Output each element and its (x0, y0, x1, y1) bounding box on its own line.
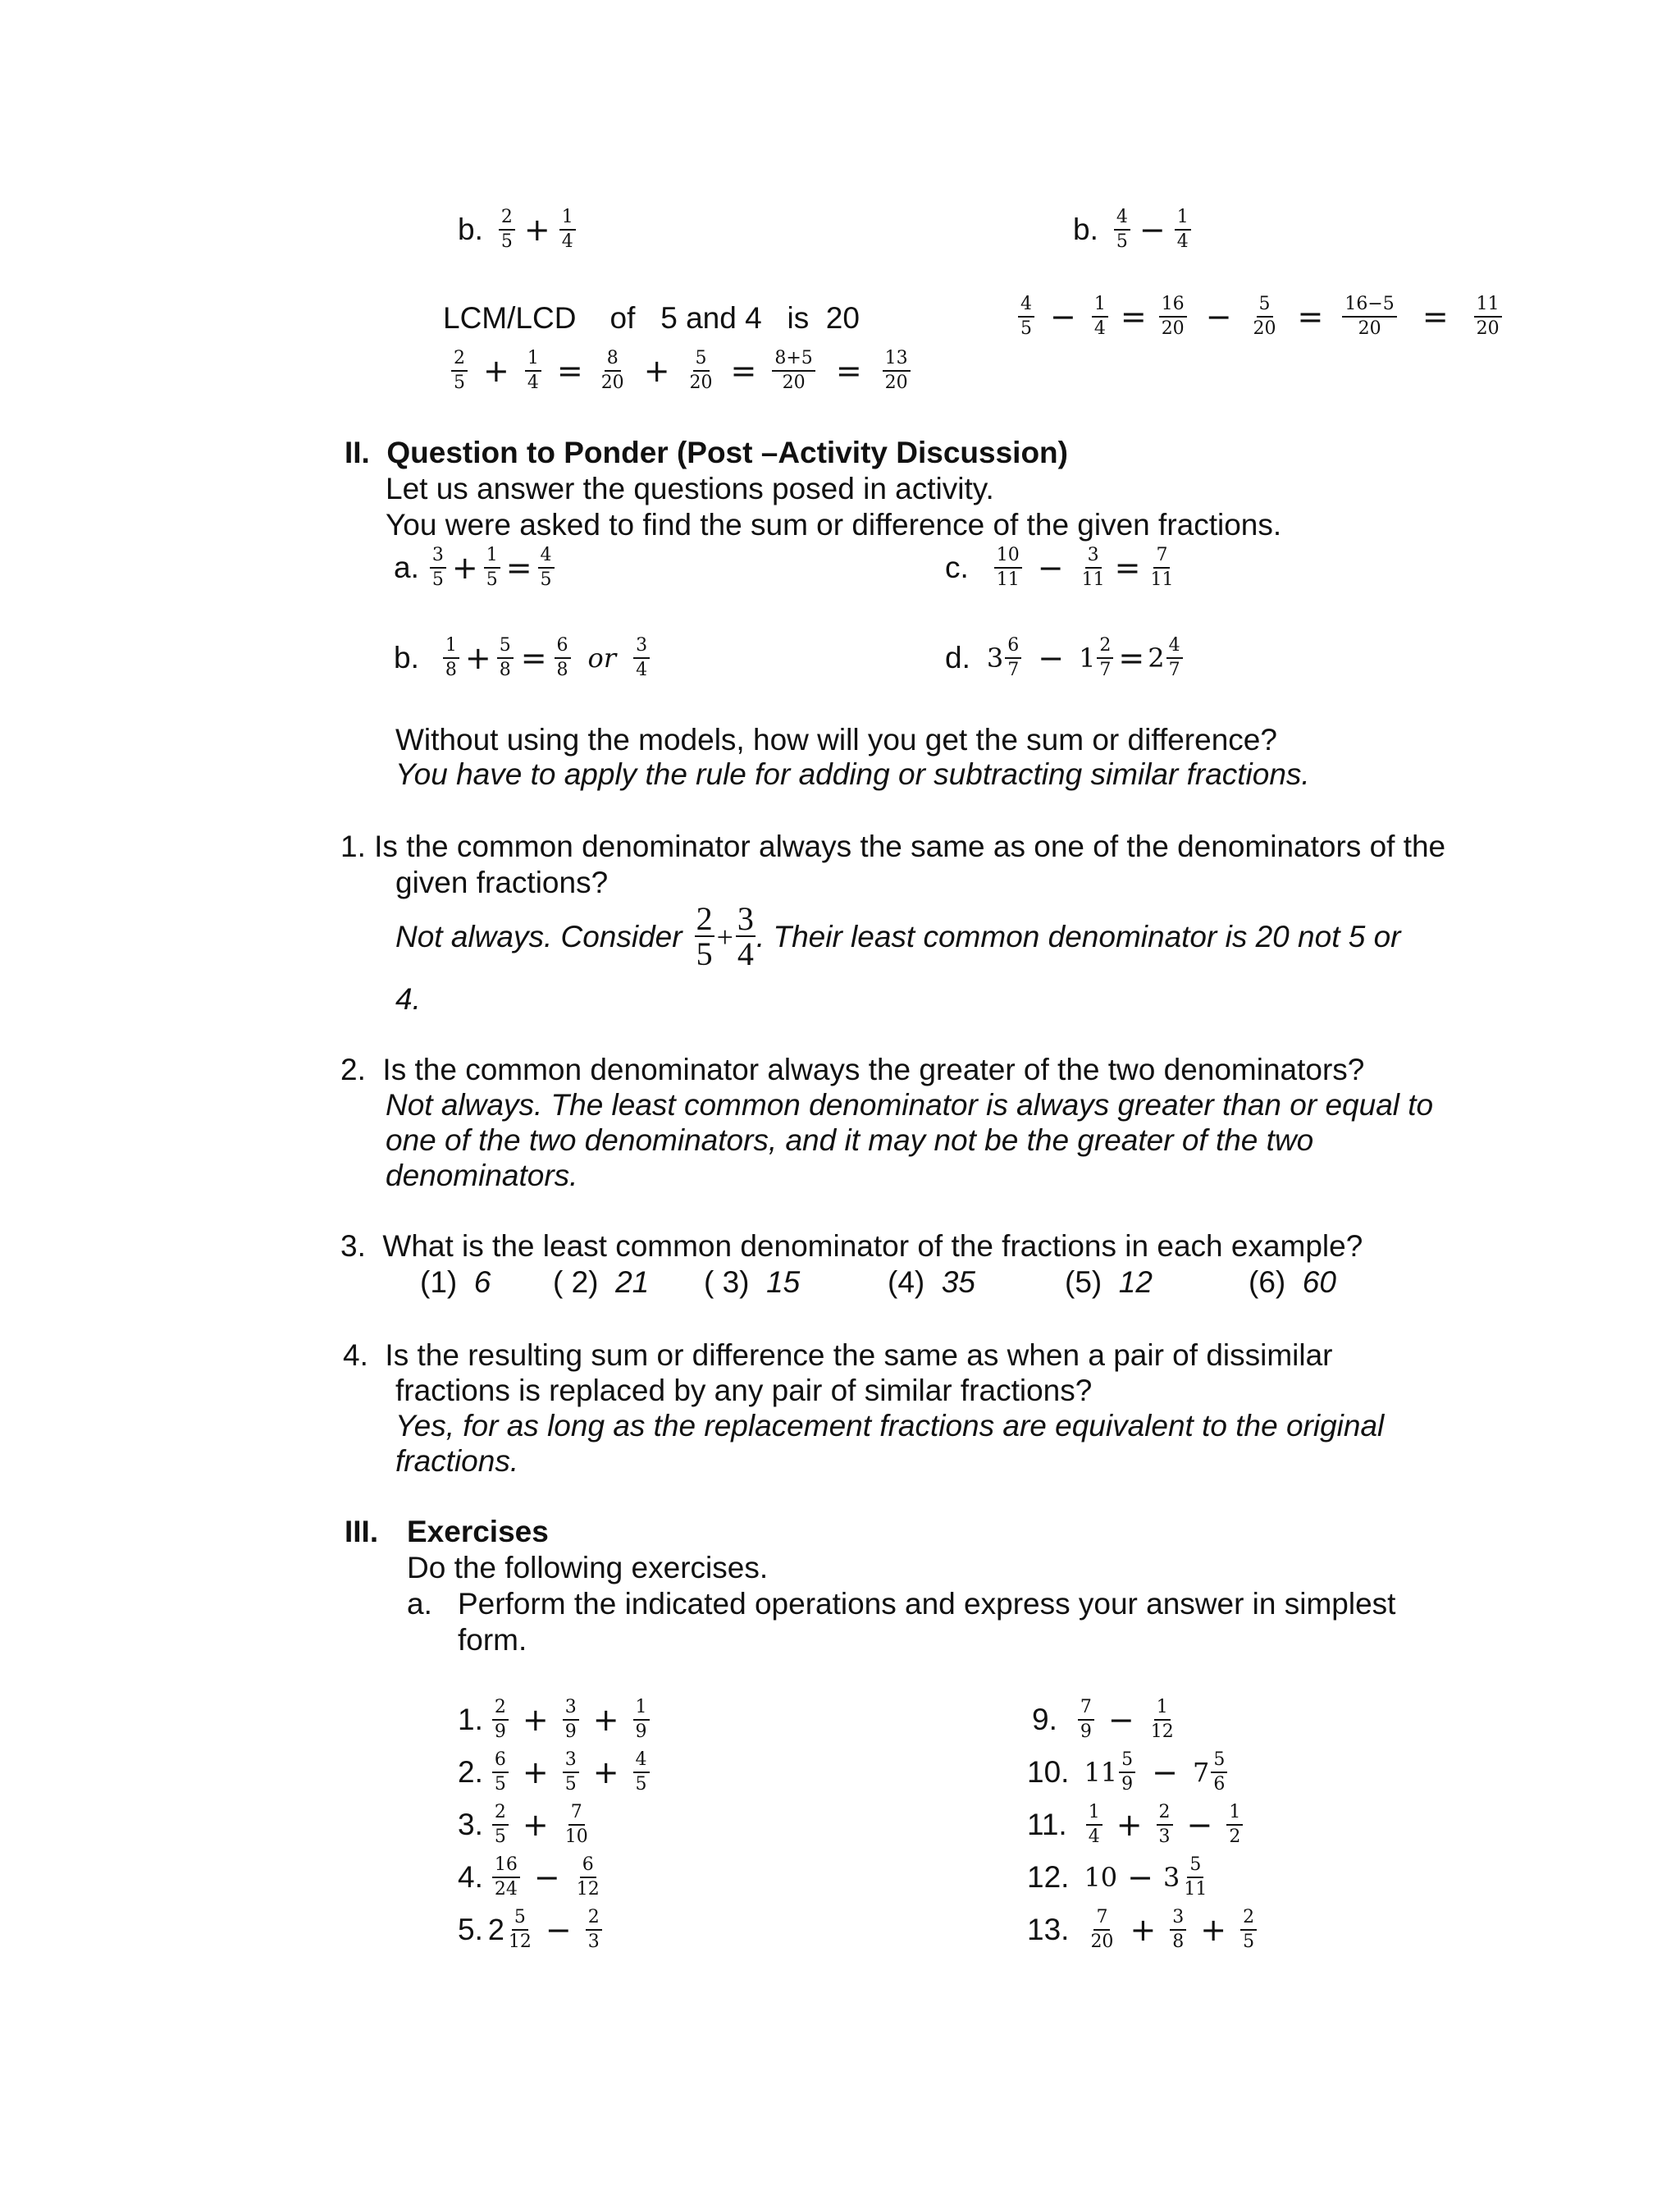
example-label: a. (394, 551, 419, 584)
question-3: 3. What is the least common denominator of the fractions in each example? (340, 1229, 1363, 1263)
lcd-answer-2: ( 2) 21 (553, 1265, 650, 1299)
fraction: $\frac{2}{5}$ (1240, 1907, 1257, 1953)
exercise-3: 3. $\frac{2}{5}$ + $\frac{7}{10}$ (458, 1802, 595, 1848)
problem-label: b. (458, 213, 483, 246)
exercise-number: 2. (458, 1755, 483, 1789)
question-1-cont: given fractions? (395, 866, 609, 899)
fraction: $\frac{5}{11}$ (1184, 1854, 1208, 1900)
fraction: $\frac{7}{9}$ (1078, 1697, 1094, 1743)
exercise-number: 12. (1027, 1860, 1070, 1894)
operator: + (523, 212, 550, 248)
top-right-problem (1073, 207, 1195, 253)
fraction: $\frac{5}{9}$ (1119, 1749, 1135, 1795)
fraction: $\frac{7}{11}$ (1150, 545, 1174, 590)
lcd-answer-6: (6) 60 (1249, 1265, 1336, 1299)
fraction: $\frac{5}{20}$ (689, 348, 713, 393)
fraction: $\frac{2}{3}$ (1157, 1802, 1173, 1848)
body-text: Without using the models, how will you get the sum or difference? (395, 723, 1277, 757)
fraction: $\frac{3}{11}$ (1081, 545, 1105, 590)
exercise-number: 3. (458, 1808, 483, 1841)
body-text: form. (458, 1623, 527, 1657)
fraction: $\frac{2}{7}$ (1097, 635, 1113, 681)
fraction: $\frac{2}{5}$ (492, 1802, 509, 1848)
fraction: $\frac{6}{8}$ (555, 635, 571, 681)
example-b: b. $\frac{1}{8}$ + $\frac{5}{8}$ = $\frac{6}{8}$ or $\frac{3}{4}$ (394, 635, 654, 681)
exercise-10: 10. 11 $\frac{5}{9}$ − 7 $\frac{5}{6}$ (1027, 1749, 1229, 1795)
answer-text: one of the two denominators, and it may not be the greater of the two (386, 1123, 1314, 1157)
exercise-9: 9. $\frac{7}{9}$ − $\frac{1}{12}$ (1032, 1697, 1180, 1743)
example-d: d. 3 $\frac{6}{7}$ − 1 $\frac{2}{7}$ = 2 $\frac{4}{7}$ (945, 635, 1185, 681)
fraction: $\frac{8+5}{20}$ (772, 348, 815, 394)
fraction: $\frac{2}{3}$ (586, 1907, 602, 1953)
fraction: $\frac{5}{12}$ (508, 1907, 532, 1952)
answer-text: 4. (395, 982, 421, 1016)
fraction: $\frac{16}{20}$ (1159, 294, 1187, 340)
answer-text: Not always. The least common denominator is always greater than or equal to (386, 1088, 1434, 1122)
operator: − (1139, 212, 1166, 248)
fraction: $\frac{7}{20}$ (1090, 1907, 1114, 1952)
fraction: $\frac{2}{5}$ (499, 207, 515, 253)
left-work-equation: $\frac{2}{5}$ + $\frac{1}{4}$ = $\frac{8}{20}$ + $\frac{5}{20}$ = $\frac{8+5}{20}$ = $\frac{13}{20}$ (447, 348, 915, 394)
fraction: $\frac{6}{7}$ (1005, 635, 1021, 681)
fraction: $\frac{16}{24}$ (492, 1854, 520, 1900)
exercise-2: 2. $\frac{6}{5}$ + $\frac{3}{5}$ + $\frac{4}{5}$ (458, 1749, 654, 1795)
example-label: b. (394, 641, 419, 674)
fraction: $\frac{1}{2}$ (1226, 1802, 1243, 1848)
fraction: $\frac{1}{4}$ (559, 207, 576, 253)
section-number: III. (345, 1515, 379, 1548)
fraction: $\frac{4}{5}$ (1018, 294, 1034, 340)
problem-label: b. (1073, 213, 1098, 246)
fraction: $\frac{5}{6}$ (1211, 1749, 1227, 1795)
fraction: $\frac{3}{4}$ (737, 900, 754, 972)
lcd-answer-1: (1) 6 (420, 1265, 491, 1299)
body-text: Do the following exercises. (407, 1551, 769, 1584)
answer-text: fractions. (395, 1444, 519, 1478)
fraction: $\frac{6}{12}$ (576, 1854, 600, 1900)
lcd-answer-3: ( 3) 15 (704, 1265, 801, 1299)
answer-text: . Their least common denominator is 20 not 5 or (756, 919, 1401, 953)
fraction: $\frac{3}{8}$ (1170, 1907, 1186, 1953)
lcd-answer-5: (5) 12 (1065, 1265, 1153, 1299)
fraction: $\frac{1}{4}$ (525, 348, 541, 394)
body-text: Perform the indicated operations and express your answer in simplest (458, 1587, 1396, 1621)
body-text: Let us answer the questions posed in activity. (386, 472, 994, 505)
exercise-number: 9. (1032, 1703, 1057, 1736)
right-work-equation: $\frac{4}{5}$ − $\frac{1}{4}$ = $\frac{16}{20}$ − $\frac{5}{20}$ = $\frac{16-5}{20}$ = $\frac{11}{20}$ (1014, 294, 1506, 340)
top-left-problem (458, 207, 580, 253)
fraction: $\frac{3}{5}$ (430, 545, 446, 591)
example-label: d. (945, 641, 970, 674)
exercise-number: 1. (458, 1703, 483, 1736)
or-word: or (587, 642, 617, 674)
fraction: $\frac{4}{5}$ (538, 545, 555, 591)
exercise-5: 5. 2 $\frac{5}{12}$ − $\frac{2}{3}$ (458, 1907, 606, 1953)
answer-text: You have to apply the rule for adding or subtracting similar fractions. (395, 757, 1310, 791)
lcm-statement: LCM/LCD of 5 and 4 is 20 (443, 301, 860, 335)
exercise-number: 11. (1027, 1808, 1067, 1841)
fraction: $\frac{5}{8}$ (497, 635, 514, 681)
exercise-4: 4. $\frac{16}{24}$ − $\frac{6}{12}$ (458, 1854, 606, 1900)
fraction: $\frac{8}{20}$ (600, 348, 624, 393)
exercise-13: 13. $\frac{7}{20}$ + $\frac{3}{8}$ + $\frac{2}{5}$ (1027, 1907, 1261, 1953)
example-a: a. $\frac{3}{5}$ + $\frac{1}{5}$ = $\frac{4}{5}$ (394, 545, 559, 591)
exercise-number: 13. (1027, 1913, 1070, 1946)
fraction: $\frac{1}{8}$ (443, 635, 459, 681)
fraction: $\frac{2}{5}$ (451, 348, 468, 394)
exercise-12: 12. 10 − 3 $\frac{5}{11}$ (1027, 1854, 1211, 1900)
question-1-answer: Not always. Consider $\frac{2}{5}$ + $\frac{3}{4}$ . Their least common denominator is 20 not 5 or (395, 900, 1401, 972)
section-heading: II. Question to Ponder (Post –Activity Discussion) (345, 436, 1068, 469)
fraction: $\frac{4}{5}$ (1114, 207, 1130, 253)
question-2: 2. Is the common denominator always the greater of the two denominators? (340, 1053, 1365, 1086)
list-label: a. (407, 1587, 432, 1621)
fraction: $\frac{4}{5}$ (633, 1749, 650, 1795)
question-1: 1. Is the common denominator always the same as one of the denominators of the (340, 830, 1446, 863)
fraction: $\frac{6}{5}$ (492, 1749, 509, 1795)
fraction: $\frac{16-5}{20}$ (1342, 294, 1396, 340)
example-label: c. (945, 551, 969, 584)
fraction: $\frac{3}{5}$ (563, 1749, 579, 1795)
example-c: c. $\frac{10}{11}$ − $\frac{3}{11}$ = $\frac{7}{11}$ (945, 545, 1180, 591)
exercise-11: 11. $\frac{1}{4}$ + $\frac{2}{3}$ − $\frac{1}{2}$ (1027, 1802, 1247, 1848)
fraction: $\frac{2}{9}$ (492, 1697, 509, 1743)
question-4: 4. Is the resulting sum or difference the same as when a pair of dissimilar (343, 1338, 1333, 1372)
exercise-number: 4. (458, 1860, 483, 1894)
fraction: $\frac{3}{4}$ (633, 635, 650, 681)
fraction: $\frac{4}{7}$ (1166, 635, 1183, 681)
fraction: $\frac{1}{9}$ (633, 1697, 650, 1743)
exercise-number: 10. (1027, 1755, 1070, 1789)
answer-text: Not always. Consider (395, 919, 682, 953)
fraction: $\frac{1}{5}$ (484, 545, 500, 591)
fraction: $\frac{10}{11}$ (994, 545, 1022, 591)
exercise-number: 5. (458, 1913, 483, 1946)
fraction: $\frac{1}{4}$ (1086, 1802, 1102, 1848)
fraction: $\frac{1}{4}$ (1175, 207, 1191, 253)
exercise-1: 1. $\frac{2}{9}$ + $\frac{3}{9}$ + $\frac{1}{9}$ (458, 1697, 654, 1743)
section-heading: Exercises (407, 1515, 549, 1548)
lcd-answer-4: (4) 35 (888, 1265, 975, 1299)
fraction: $\frac{1}{4}$ (1092, 294, 1108, 340)
fraction: $\frac{5}{20}$ (1253, 294, 1276, 339)
fraction: $\frac{2}{5}$ (696, 900, 713, 972)
answer-text: Yes, for as long as the replacement fractions are equivalent to the original (395, 1409, 1385, 1442)
body-text: You were asked to find the sum or difference of the given fractions. (386, 508, 1282, 542)
fraction: $\frac{3}{9}$ (563, 1697, 579, 1743)
answer-text: denominators. (386, 1159, 578, 1192)
fraction: $\frac{7}{10}$ (564, 1802, 588, 1847)
fraction: $\frac{1}{12}$ (1150, 1697, 1174, 1742)
fraction: $\frac{11}{20}$ (1474, 294, 1502, 340)
fraction: $\frac{13}{20}$ (883, 348, 911, 394)
question-4-cont: fractions is replaced by any pair of similar fractions? (395, 1374, 1093, 1407)
